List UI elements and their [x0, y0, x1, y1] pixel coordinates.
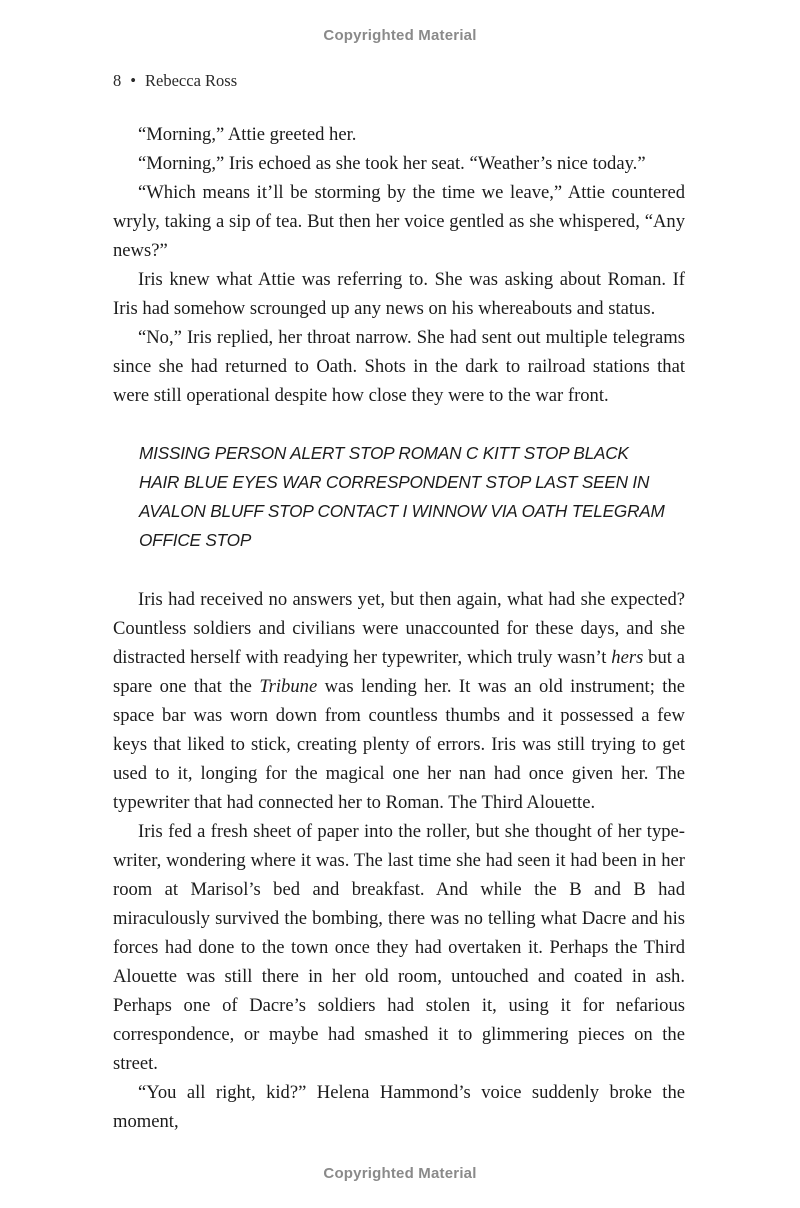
copyright-watermark-top: Copyrighted Material: [323, 27, 477, 44]
paragraph: “Which means it’ll be storming by the time we leave,” Attie countered wryly, taking a sip of tea. But then her voice gentled as she whispered, “Any news?”: [113, 182, 685, 261]
running-head-separator: •: [130, 71, 137, 90]
telegram-message: [139, 439, 669, 555]
copyright-watermark-bottom: Copyrighted Material: [323, 1165, 477, 1182]
italic-text: hers: [611, 647, 644, 668]
paragraph: Iris knew what Attie was referring to. She was asking about Roman. If Iris had somehow scrounged up any news on his whereabouts and status.: [113, 269, 685, 319]
paragraph: “Morning,” Iris echoed as she took her seat. “Weather’s nice today.”: [138, 153, 646, 174]
paragraph: Iris fed a fresh sheet of paper into the roller, but she thought of her typewriter, wondering where it was. The last time she had seen it had been in her room at Marisol’s bed and breakfast. And while the B and B had miraculously survived the bombing, there was no telling what Dacre and his forces had done to the town once they had overtaken it. Perhaps the Third Alouette was still there in her old room, untouched and coated in ash. Perhaps one of Dacre’s soldiers had stolen it, using it for nefarious correspondence, or maybe had smashed it to glimmering pieces on the street.: [113, 821, 685, 1074]
telegram-line: HAIR BLUE EYES WAR CORRESPONDENT STOP LAST SEEN IN: [139, 472, 650, 492]
italic-text: Tribune: [259, 676, 318, 697]
telegram-line: AVALON BLUFF STOP CONTACT I WINNOW VIA OATH TELEGRAM: [139, 501, 665, 521]
text-run: was lending her. It was an old instrument; the space bar was worn down from countless thumbs and it possessed a few keys that liked to stick, creating plenty of errors. Iris was still trying to get used to it, longing for the magical one her nan had once given her. The typewriter that had connected her to Roman. The Third Alouette.: [113, 676, 685, 813]
paragraph: “Morning,” Attie greeted her.: [138, 124, 357, 145]
running-head: [113, 71, 237, 91]
body-text-after-telegram: [113, 585, 685, 1136]
paragraph: “No,” Iris replied, her throat narrow. She had sent out multiple telegrams since she had returned to Oath. Shots in the dark to railroad stations that were still operational despite how close they were to the war front.: [113, 327, 685, 406]
paragraph: “You all right, kid?” Helena Hammond’s voice suddenly broke the moment,: [113, 1082, 685, 1132]
text-run: but a spare one that the: [113, 647, 686, 697]
telegram-line: MISSING PERSON ALERT STOP ROMAN C KITT STOP BLACK: [139, 443, 629, 463]
text-run: Iris had received no answers yet, but then again, what had she expected? Countless soldiers and civilians were unaccounted for these days, and she distracted herself with readying her typewriter, which truly wasn’t: [113, 589, 685, 668]
page-number: 8: [113, 71, 122, 90]
author-name: Rebecca Ross: [145, 71, 238, 90]
paragraph: [113, 585, 685, 817]
body-text-before-telegram: [113, 120, 685, 410]
telegram-line: OFFICE STOP: [139, 530, 252, 550]
